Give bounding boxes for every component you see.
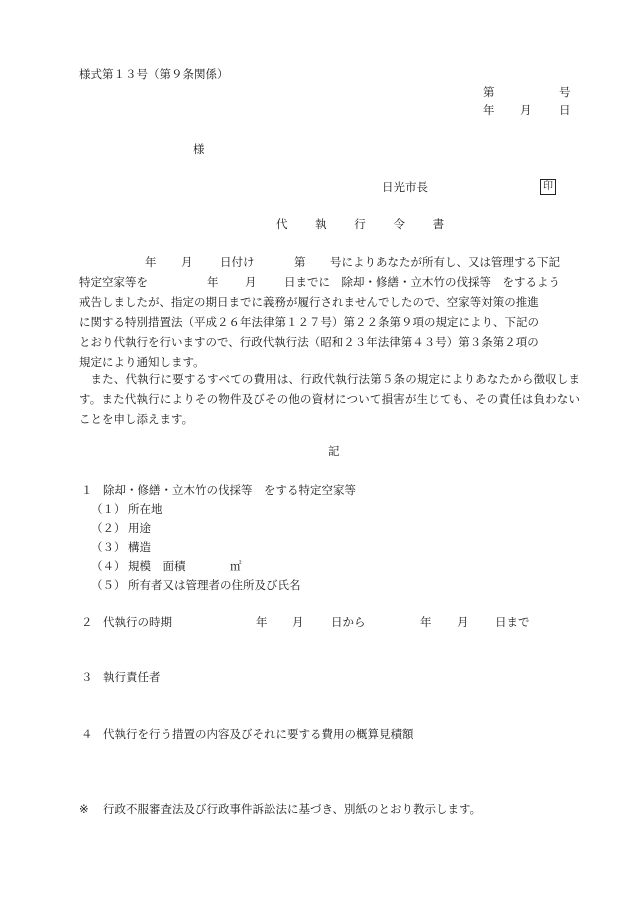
seal-box: 印: [540, 179, 556, 195]
item1-label: 所在地: [128, 502, 163, 516]
section4-number: ４: [81, 727, 93, 741]
item1-number: （１）: [91, 502, 126, 516]
body-row1-year: 年: [145, 255, 157, 269]
item2-number: （２）: [91, 521, 126, 535]
body-row2-rest: 日までに 除却・修繕・立木竹の伐採等 をするよう: [284, 275, 560, 289]
item5-label: 所有者又は管理者の住所及び氏名: [128, 578, 301, 592]
addressee-suffix: 様: [193, 142, 205, 156]
period-to-day: 日まで: [495, 615, 530, 629]
item3-label: 構造: [128, 540, 151, 554]
period-from-year: 年: [256, 615, 268, 629]
body-paragraph-costs: また、代執行に要するすべての費用は、行政代執行法第５条の規定によりあなたから徴収します。また代執行によりその物件及びその他の資材について損害が生じても、その責任は負わないことを申し添えます。: [79, 372, 580, 426]
section3-title: 執行責任者: [103, 670, 161, 684]
note-mark: ※: [79, 802, 89, 816]
section3-number: ３: [81, 670, 93, 684]
section2-number: ２: [81, 615, 93, 629]
sender-title: 日光市長: [382, 180, 428, 194]
form-header: 様式第１３号（第９条関係）: [79, 67, 229, 81]
period-to-year: 年: [420, 615, 432, 629]
period-to-month: 月: [457, 615, 469, 629]
body-row2-year: 年: [207, 275, 219, 289]
section4-title: 代執行を行う措置の内容及びそれに要する費用の概算見積額: [103, 727, 414, 741]
item4-label: 規模 面積: [128, 559, 186, 573]
ki-heading: 記: [328, 444, 340, 458]
body-row1-month: 月: [181, 255, 193, 269]
body-row4: に関する特別措置法（平成２６年法律第１２７号）第２２条第９項の規定により、下記の: [79, 315, 539, 329]
body-row2-month: 月: [245, 275, 257, 289]
body-row2-start: 特定空家等を: [79, 275, 148, 289]
body-row6: 規定により通知します。: [79, 355, 205, 369]
note-text: 行政不服審査法及び行政事件訴訟法に基づき、別紙のとおり教示します。: [103, 802, 482, 816]
item4-number: （４）: [91, 559, 126, 573]
doc-date-day: 日: [559, 103, 571, 117]
doc-no-suffix: 号: [559, 85, 571, 99]
section1-number: １: [81, 483, 93, 497]
document-title: 代 執 行 令 書: [276, 217, 457, 231]
period-from-month: 月: [292, 615, 304, 629]
item2-label: 用途: [128, 521, 151, 535]
body-row1-no: 第: [294, 255, 306, 269]
section2-title: 代執行の時期: [103, 615, 172, 629]
item4-unit: ㎡: [230, 559, 242, 573]
body-row3: 戒告しましたが、指定の期日までに義務が履行されませんでしたので、空家等対策の推進: [79, 295, 539, 309]
period-from-day: 日から: [331, 615, 366, 629]
body-row5: とおり代執行を行いますので、行政代執行法（昭和２３年法律第４３号）第３条第２項の: [79, 335, 539, 349]
body-row1-rest: 号によりあなたが所有し、又は管理する下記: [330, 255, 560, 269]
item5-number: （５）: [91, 578, 126, 592]
item3-number: （３）: [91, 540, 126, 554]
doc-no-prefix: 第: [483, 85, 495, 99]
body-row1-dated: 日付け: [220, 255, 255, 269]
section1-title: 除却・修繕・立木竹の伐採等 をする特定空家等: [103, 483, 356, 497]
doc-date-month: 月: [520, 103, 532, 117]
doc-date-year: 年: [483, 103, 495, 117]
